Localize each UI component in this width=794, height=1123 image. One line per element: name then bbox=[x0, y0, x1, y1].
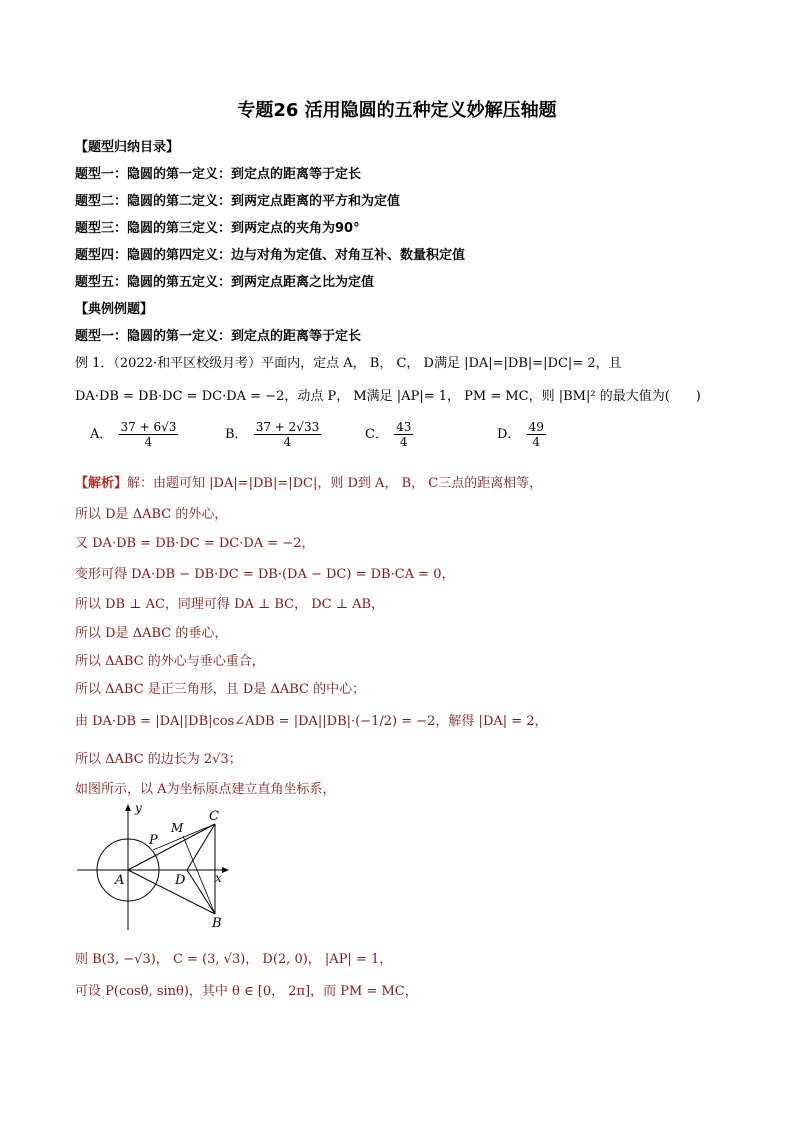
solution-line-5: 所以 DB ⊥ AC，同理可得 DA ⊥ BC， DC ⊥ AB， bbox=[75, 597, 385, 612]
label-c: C bbox=[209, 809, 219, 824]
solution-line-4: 变形可得 DA·DB − DB·DC = DB·(DA − DC) = DB·CA = 0， bbox=[75, 567, 455, 582]
choice-b-fraction: $\frac{37 + 2√33}{4}$ bbox=[255, 420, 320, 449]
choice-a-label: A． bbox=[90, 427, 113, 442]
choice-d-fraction: $\frac{49}{4}$ bbox=[528, 420, 544, 449]
segment-bm bbox=[183, 836, 215, 914]
choice-d bbox=[497, 420, 548, 449]
segment-ab bbox=[128, 870, 215, 914]
choice-b-label: B． bbox=[225, 427, 248, 442]
segment-pc bbox=[153, 824, 215, 850]
solution-line-13: 可设 P(cosθ, sinθ)，其中 θ ∈ [0， 2π]，而 PM = MC， bbox=[75, 984, 418, 999]
solution-tag: 【解析】 bbox=[75, 476, 128, 491]
solution-line-2: 所以 D是 ΔABC 的外心， bbox=[75, 507, 228, 522]
toc-item-2: 题型二：隐圆的第二定义：到两定点距离的平方和为定值 bbox=[75, 194, 401, 209]
solution-line-3: 又 DA·DB = DB·DC = DC·DA = −2， bbox=[75, 536, 315, 551]
toc-item-3: 题型三：隐圆的第三定义：到两定点的夹角为90° bbox=[75, 221, 360, 236]
solution-line-12: 则 B(3, −√3)， C = (3, √3)， D(2, 0)， |AP| = 1， bbox=[75, 952, 393, 967]
y-axis-arrow bbox=[125, 804, 131, 811]
section-1-title: 题型一：隐圆的第一定义：到定点的距离等于定长 bbox=[75, 329, 362, 344]
solution-line-1: 【解析】解：由题可知 |DA|=|DB|=|DC|，则 D到 A， B， C三点的距离相等， bbox=[75, 476, 543, 491]
label-x: x bbox=[215, 871, 222, 885]
label-d: D bbox=[175, 873, 186, 888]
x-axis-arrow bbox=[222, 867, 229, 873]
problem-line-1: 例 1．（2022·和平区校级月考）平面内，定点 A， B， C， D满足 |DA|=|DB|=|DC|= 2，且 bbox=[75, 356, 622, 371]
choice-a bbox=[90, 420, 180, 449]
solution-line-6: 所以 D是 ΔABC 的垂心， bbox=[75, 626, 228, 641]
solution-line-9: 由 DA·DB = |DA||DB|cos∠ADB = |DA||DB|·(−1/2) = −2，解得 |DA| = 2， bbox=[75, 714, 548, 729]
examples-heading: 【典例例题】 bbox=[75, 302, 154, 317]
toc-item-5: 题型五：隐圆的第五定义：到两定点距离之比为定值 bbox=[75, 275, 375, 290]
toc-item-4: 题型四：隐圆的第四定义：边与对角为定值、对角互补、数量积定值 bbox=[75, 248, 466, 263]
solution-line-10: 所以 ΔABC 的边长为 2√3； bbox=[75, 752, 242, 767]
label-p: P bbox=[149, 833, 158, 848]
coordinate-figure bbox=[75, 802, 235, 932]
solution-line-7: 所以 ΔABC 的外心与垂心重合， bbox=[75, 654, 265, 669]
label-a: A bbox=[115, 873, 125, 888]
choice-c-label: C． bbox=[365, 427, 388, 442]
choice-a-fraction: $\frac{37 + 6√3}{4}$ bbox=[120, 420, 177, 449]
solution-line-8: 所以 ΔABC 是正三角形，且 D是 ΔABC 的中心； bbox=[75, 682, 366, 697]
choice-c bbox=[365, 420, 415, 449]
page-title: 专题26 活用隐圆的五种定义妙解压轴题 bbox=[237, 100, 557, 121]
solution-line-11: 如图所示，以 A为坐标原点建立直角坐标系， bbox=[75, 782, 336, 797]
problem-line-2: DA·DB = DB·DC = DC·DA = −2，动点 P， M满足 |AP|= 1， PM = MC，则 |BM|² 的最大值为( ) bbox=[75, 389, 701, 404]
choice-d-label: D． bbox=[497, 427, 521, 442]
toc-heading: 【题型归纳目录】 bbox=[75, 140, 180, 155]
choice-b bbox=[225, 420, 323, 449]
label-m: M bbox=[171, 821, 184, 835]
toc-item-1: 题型一：隐圆的第一定义：到定点的距离等于定长 bbox=[75, 167, 362, 182]
label-b: B bbox=[212, 916, 222, 931]
choice-c-fraction: $\frac{43}{4}$ bbox=[396, 420, 412, 449]
label-y: y bbox=[135, 802, 142, 815]
